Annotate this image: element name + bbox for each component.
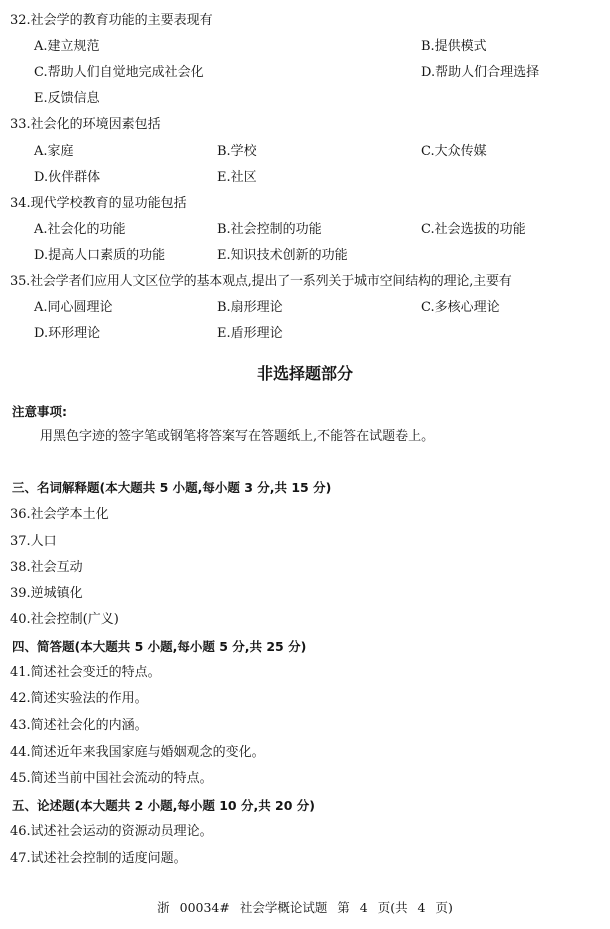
question-47: 47.试述社会控制的适度问题。 (10, 851, 187, 866)
question-35-option-d: D.环形理论 (34, 326, 101, 341)
question-34-option-e: E.知识技术创新的功能 (217, 248, 348, 263)
question-33-option-b: B.学校 (217, 144, 257, 159)
question-38: 38.社会互动 (10, 560, 83, 575)
question-43: 43.简述社会化的内涵。 (10, 718, 148, 733)
question-44: 44.简述近年来我国家庭与婚姻观念的变化。 (10, 745, 265, 760)
question-34-option-d: D.提高人口素质的功能 (34, 248, 166, 263)
question-33-stem: 33.社会化的环境因素包括 (10, 117, 161, 132)
question-35-option-c: C.多核心理论 (421, 300, 500, 315)
question-32-stem: 32.社会学的教育功能的主要表现有 (10, 13, 213, 28)
part-5-heading: 五、论述题(本大题共 2 小题,每小题 10 分,共 20 分) (12, 798, 316, 813)
page-footer: 浙 00034# 社会学概论试题 第 4 页(共 4 页) (157, 900, 453, 915)
notice-heading: 注意事项: (12, 404, 67, 419)
part-4-heading: 四、简答题(本大题共 5 小题,每小题 5 分,共 25 分) (12, 639, 307, 654)
question-32-option-a: A.建立规范 (34, 39, 100, 54)
question-34-option-b: B.社会控制的功能 (217, 222, 322, 237)
question-34-stem: 34.现代学校教育的显功能包括 (10, 196, 187, 211)
question-35-option-a: A.同心圆理论 (34, 300, 113, 315)
question-39: 39.逆城镇化 (10, 586, 83, 601)
question-37: 37.人口 (10, 534, 57, 549)
question-35-stem: 35.社会学者们应用人文区位学的基本观点,提出了一系列关于城市空间结构的理论,主要有 (10, 274, 512, 289)
question-46: 46.试述社会运动的资源动员理论。 (10, 824, 213, 839)
question-33-option-e: E.社区 (217, 170, 257, 185)
question-32-option-d: D.帮助人们合理选择 (421, 65, 540, 80)
question-32-option-b: B.提供模式 (421, 39, 487, 54)
question-33-option-c: C.大众传媒 (421, 144, 487, 159)
question-36: 36.社会学本土化 (10, 507, 109, 522)
part-3-heading: 三、名词解释题(本大题共 5 小题,每小题 3 分,共 15 分) (12, 480, 332, 495)
question-33-option-a: A.家庭 (34, 144, 74, 159)
question-35-option-b: B.扇形理论 (217, 300, 283, 315)
question-32-option-e: E.反馈信息 (34, 91, 100, 106)
section-title: 非选择题部分 (256, 364, 353, 383)
question-34-option-c: C.社会选拔的功能 (421, 222, 526, 237)
question-32-option-c: C.帮助人们自觉地完成社会化 (34, 65, 204, 80)
question-34-option-a: A.社会化的功能 (34, 222, 126, 237)
question-45: 45.简述当前中国社会流动的特点。 (10, 771, 213, 786)
question-35-option-e: E.盾形理论 (217, 326, 283, 341)
notice-text: 用黑色字迹的签字笔或钢笔将答案写在答题纸上,不能答在试题卷上。 (40, 429, 435, 444)
question-41: 41.简述社会变迁的特点。 (10, 665, 161, 680)
question-42: 42.简述实验法的作用。 (10, 691, 148, 706)
question-40: 40.社会控制(广义) (10, 612, 119, 627)
question-33-option-d: D.伙伴群体 (34, 170, 101, 185)
